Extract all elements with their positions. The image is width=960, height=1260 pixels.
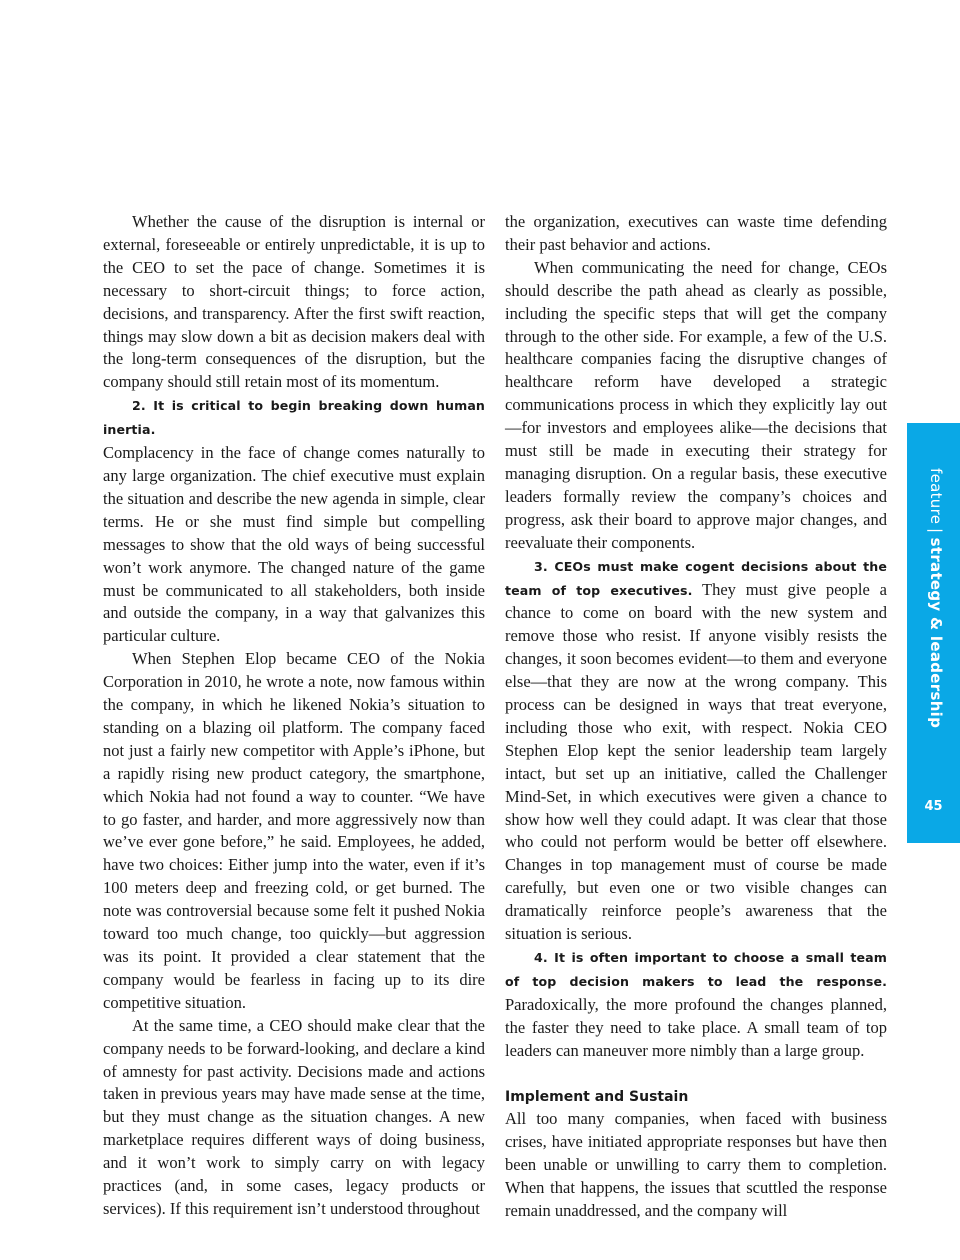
paragraph (505, 555, 887, 946)
paragraph: Whether the cause of the disruption is internal or external, foreseeable or entirely unpredictable, it is up to the CEO to set the pace of change. Sometimes it is necessary to short-circuit things; to force action, decisions, and transparency. After the first swift reaction, things may slow down a bit as decision makers deal with the long-term consequences of the disruption, but the company should still retain most of its momentum. (103, 212, 485, 392)
section-label-light: feature (927, 468, 945, 525)
section-heading: Implement and Sustain (505, 1088, 689, 1105)
section-tab (907, 423, 960, 843)
paragraph-body: Paradoxically, the more profound the changes planned, the faster they need to take place. A small team of top leaders can maneuver more nimbly than a large group. (505, 994, 887, 1060)
paragraph: When communicating the need for change, CEOs should describe the path ahead as clearly as possible, including the specific steps that will get the company through to the other side. For example, a few of the U.S. healthcare companies facing the disruptive changes of healthcare reform have developed a strategic communications process in which they explicitly lay out—for investors and employees alike—the decisions that must still be made in executing their strategy for managing disruption. On a regular basis, these executive leaders formally review the company’s choices and progress, ask their board to approve major changes, and reevaluate their components. (505, 257, 887, 552)
paragraph: All too many companies, when faced with business crises, have initiated appropriate responses but have then been unable or unwilling to carry them to completion. When that happens, the issues that scuttled the response remain unaddressed, and the company will (505, 1109, 887, 1221)
paragraph (103, 394, 485, 648)
page-number: 45 (924, 799, 943, 814)
paragraph-body: Complacency in the face of change comes naturally to any large organization. The chief executive must explain the situation and describe the new agenda in simple, clear terms. He or she must find simple but compelling messages to show that the old ways of being successful won’t work anymore. The changed nature of the game must be communicated to all stakeholders, both inside and outside the company, in a way that galvanizes this particular culture. (103, 443, 485, 646)
paragraph (505, 946, 887, 1063)
right-column (505, 211, 887, 1223)
section-label (921, 468, 945, 728)
paragraph: When Stephen Elop became CEO of the Nokia Corporation in 2010, he wrote a note, now famous within the company, in which he likened Nokia’s situation to standing on a blazing oil platform. The company faced not just a fairly new competitor with Apple’s iPhone, but a rapidly rising new product category, the smartphone, which Nokia had not found a way to counter. “We have to go faster, and harder, and more aggressively now than we’ve ever gone before,” he said. Employees, he added, have two choices: Either jump into the water, even if it’s 100 meters deep and freezing cold, or get burned. The note was controversial because some felt it pushed Nokia toward too much change, too quickly—but aggression was its point. It provided a clear statement that the company would be fearless in facing up to its dire competitive situation. (103, 649, 485, 1012)
section-label-bold: strategy & leadership (927, 537, 945, 729)
numbered-point-lead: 3. CEOs must make cogent decisions about the team of top executives. (505, 558, 887, 598)
numbered-point-lead: 2. It is critical to begin breaking down human inertia. (103, 398, 485, 438)
left-column (103, 211, 485, 1221)
section-divider: | (927, 528, 945, 534)
paragraph: At the same time, a CEO should make clear that the company needs to be forward-looking, and declare a kind of amnesty for past activity. Decisions made and actions taken in previous years may have made sense at the time, but they must change as the situation changes. A new marketplace requires different ways of doing business, and it won’t work to simply carry on with legacy practices (and, in some cases, legacy products or services). If this requirement isn’t understood throughout (103, 1015, 485, 1218)
paragraph: the organization, executives can waste time defending their past behavior and actions. (505, 212, 887, 254)
numbered-point-lead: 4. It is often important to choose a small team of top decision makers to lead the response. (505, 950, 887, 989)
paragraph-body: They must give people a chance to come on board with the new system and remove those who resist. If anyone visibly resists the changes, it soon becomes evident—to them and everyone else—that they are now at the wrong company. This process can be designed in ways that treat everyone, including those who exit, with respect. Nokia CEO Stephen Elop kept the senior leadership team largely intact, but set up an initiative, called the Challenger Mind-Set, in which executives were given a chance to show how well they could adapt. It was clear that those who could not perform would be better off elsewhere. Changes in top management must of course be made carefully, but even one or two visible changes can dramatically reinforce people’s awareness that the situation is serious. (505, 579, 887, 944)
